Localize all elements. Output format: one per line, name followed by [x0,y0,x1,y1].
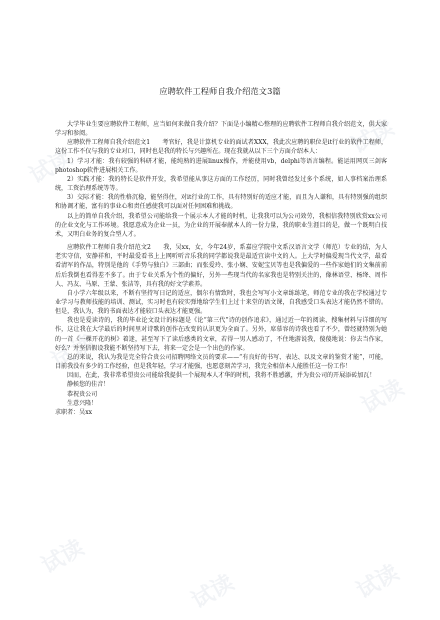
watermark-text: 试读 [357,375,409,420]
skill-point-social: 3）交际才能：我的性格沉稳，能坚得住，对it行业的工作，具有特别好的适应才能，而且为人谦和，具有特别强的组织和协调才能，富有的事业心和责任感使我可以面对任何困难和挑战。 [55,194,387,211]
watermark-text: 试读 [25,145,77,190]
closing-line: 静候您的佳音！ [67,381,110,389]
essay-2-paragraph-poetry: 我也是爱读诗的，我的毕业论文设计的标题是《论“第三代”诗的创作追求》，通过近一年的阅读、搜集材料与详细的写作，这让我在大学最后的时间里对诗歌的创作在改变的认识更为全面了。另外，席慕容的诗我也看了不少，曾经就特别为她的一首《一棵开花的树》着迷，甚至写下了读后感类的文章，若得一男人感动了，不住地游说我，傻傻地说：你去当作家，好么？并坚信假设我能不断坚持写下去，将来一定会是一个出色的作家。 [55,317,387,352]
closing-line: 恭祝贵公司 [67,390,98,398]
watermark-text: 试读 [47,330,99,375]
signature: 求职者：吴xx [55,408,93,416]
watermark-text: 试读 [352,560,404,605]
essay-2-heading: 应聘软件工程师自我介绍范文2 我，吴xx，女，今年24岁，系嘉应学院中文系汉语言文学（师范）专业的结，为人老实守信，安静祥和，平时最爱看书上上网听听音乐我的同学都说我是最适宜读中文的人。上大学时偏爱现当代文学，最看看清军的作品，特别是他的《手势与独白》三部曲；而张爱玲、张小娴、安妮宝贝等也是我偏爱的一些作家她们的文集前前后后我倒也看得差不多了。由于专业关系为个性的偏好，另外一些现当代的名家我也是特别关注的，像林语堂、杨绛、周作人、冯友、马原、王蒙、张洁等，具有我的好文学素养。 [55,244,387,288]
intro-paragraph: 大学毕业生要应聘软件工程师，应当如何来做自我介绍？下面是小编精心整理的应聘软件工程师自我介绍范文，供大家学习和参阅。 [55,121,387,138]
essay-1-conclusion: 以上的简单自我介绍，我希望公司能给我一个展示本人才能的时机，让我我可以为公司效劳，我相信我特别欣赏xx公司的企业文化与工作环境。我愿意成为企业一员，为企业的开展奉献本人的一份力量，我的职业生涯目的是，做一个既明白技术，又明白业务的复合型人才。 [55,212,387,238]
skill-point-practice: 2）实践才能：我的特长是软件开发，我希望能从事这方面的工作经历，同时我曾经发过多个系统，如人事档案治理系统，工资治理系统等等。 [55,175,387,193]
watermark-text: 试读 [37,535,89,580]
document-body [55,120,387,417]
essay-2-paragraph-diary: 自小学六年级以来，不断有坚持写日记的适应，偶尔有情致时，我也会写写小文章练练笔，师范专业的我在学校通过专业学习与教师技能的培训、测试，实习时也有较实弹地给学生们上过十来堂的语文课，自我感受口头表达才能仍然不错的。但是，我认为，我的书面表达才能较口头表达才能更强。 [55,289,387,316]
skill-point-study: 1）学习才能：我有较强的科研才能，能纯熟的进展linux操作，并能使用vb，delphi等语言编程。能运用网页三剑客photoshop软件进展相关工作。 [55,157,387,174]
watermark-text: 试读 [347,115,399,160]
watermark-text: 试读 [187,570,239,615]
document-title: 应聘软件工程师自我介绍范文3篇 [159,86,281,96]
essay-2-paragraph-summary: 总的来说，我认为我是完全符合贵公司招聘网络文员的要求——“有良好的书写、表达、以及文章的鉴赏才能”，可能，目前我没有多少的工作经验，但是我年轻，学习才能强，也愿意刻苦学习，我完全相信本人能胜任这一份工作！ [55,353,387,371]
essay-1-heading: 应聘软件工程师自我介绍范文1 考官好，我是计算机专业的面试者XXX，我此次应聘的职位是it行业的软件工程师，这份工作不仅与我的专业对口，同时也是我的特长与兴趣所在。现在我就从以下三个方面介绍本人： [55,139,387,156]
essay-2-paragraph-request: 因而，在此，我非常希望贵公司能给我提供一个展现本人才华的时机，我将不胜感激，并为贵公司的开展添砖加瓦！ [67,372,376,380]
closing-line: 生意兴隆！ [67,399,98,407]
